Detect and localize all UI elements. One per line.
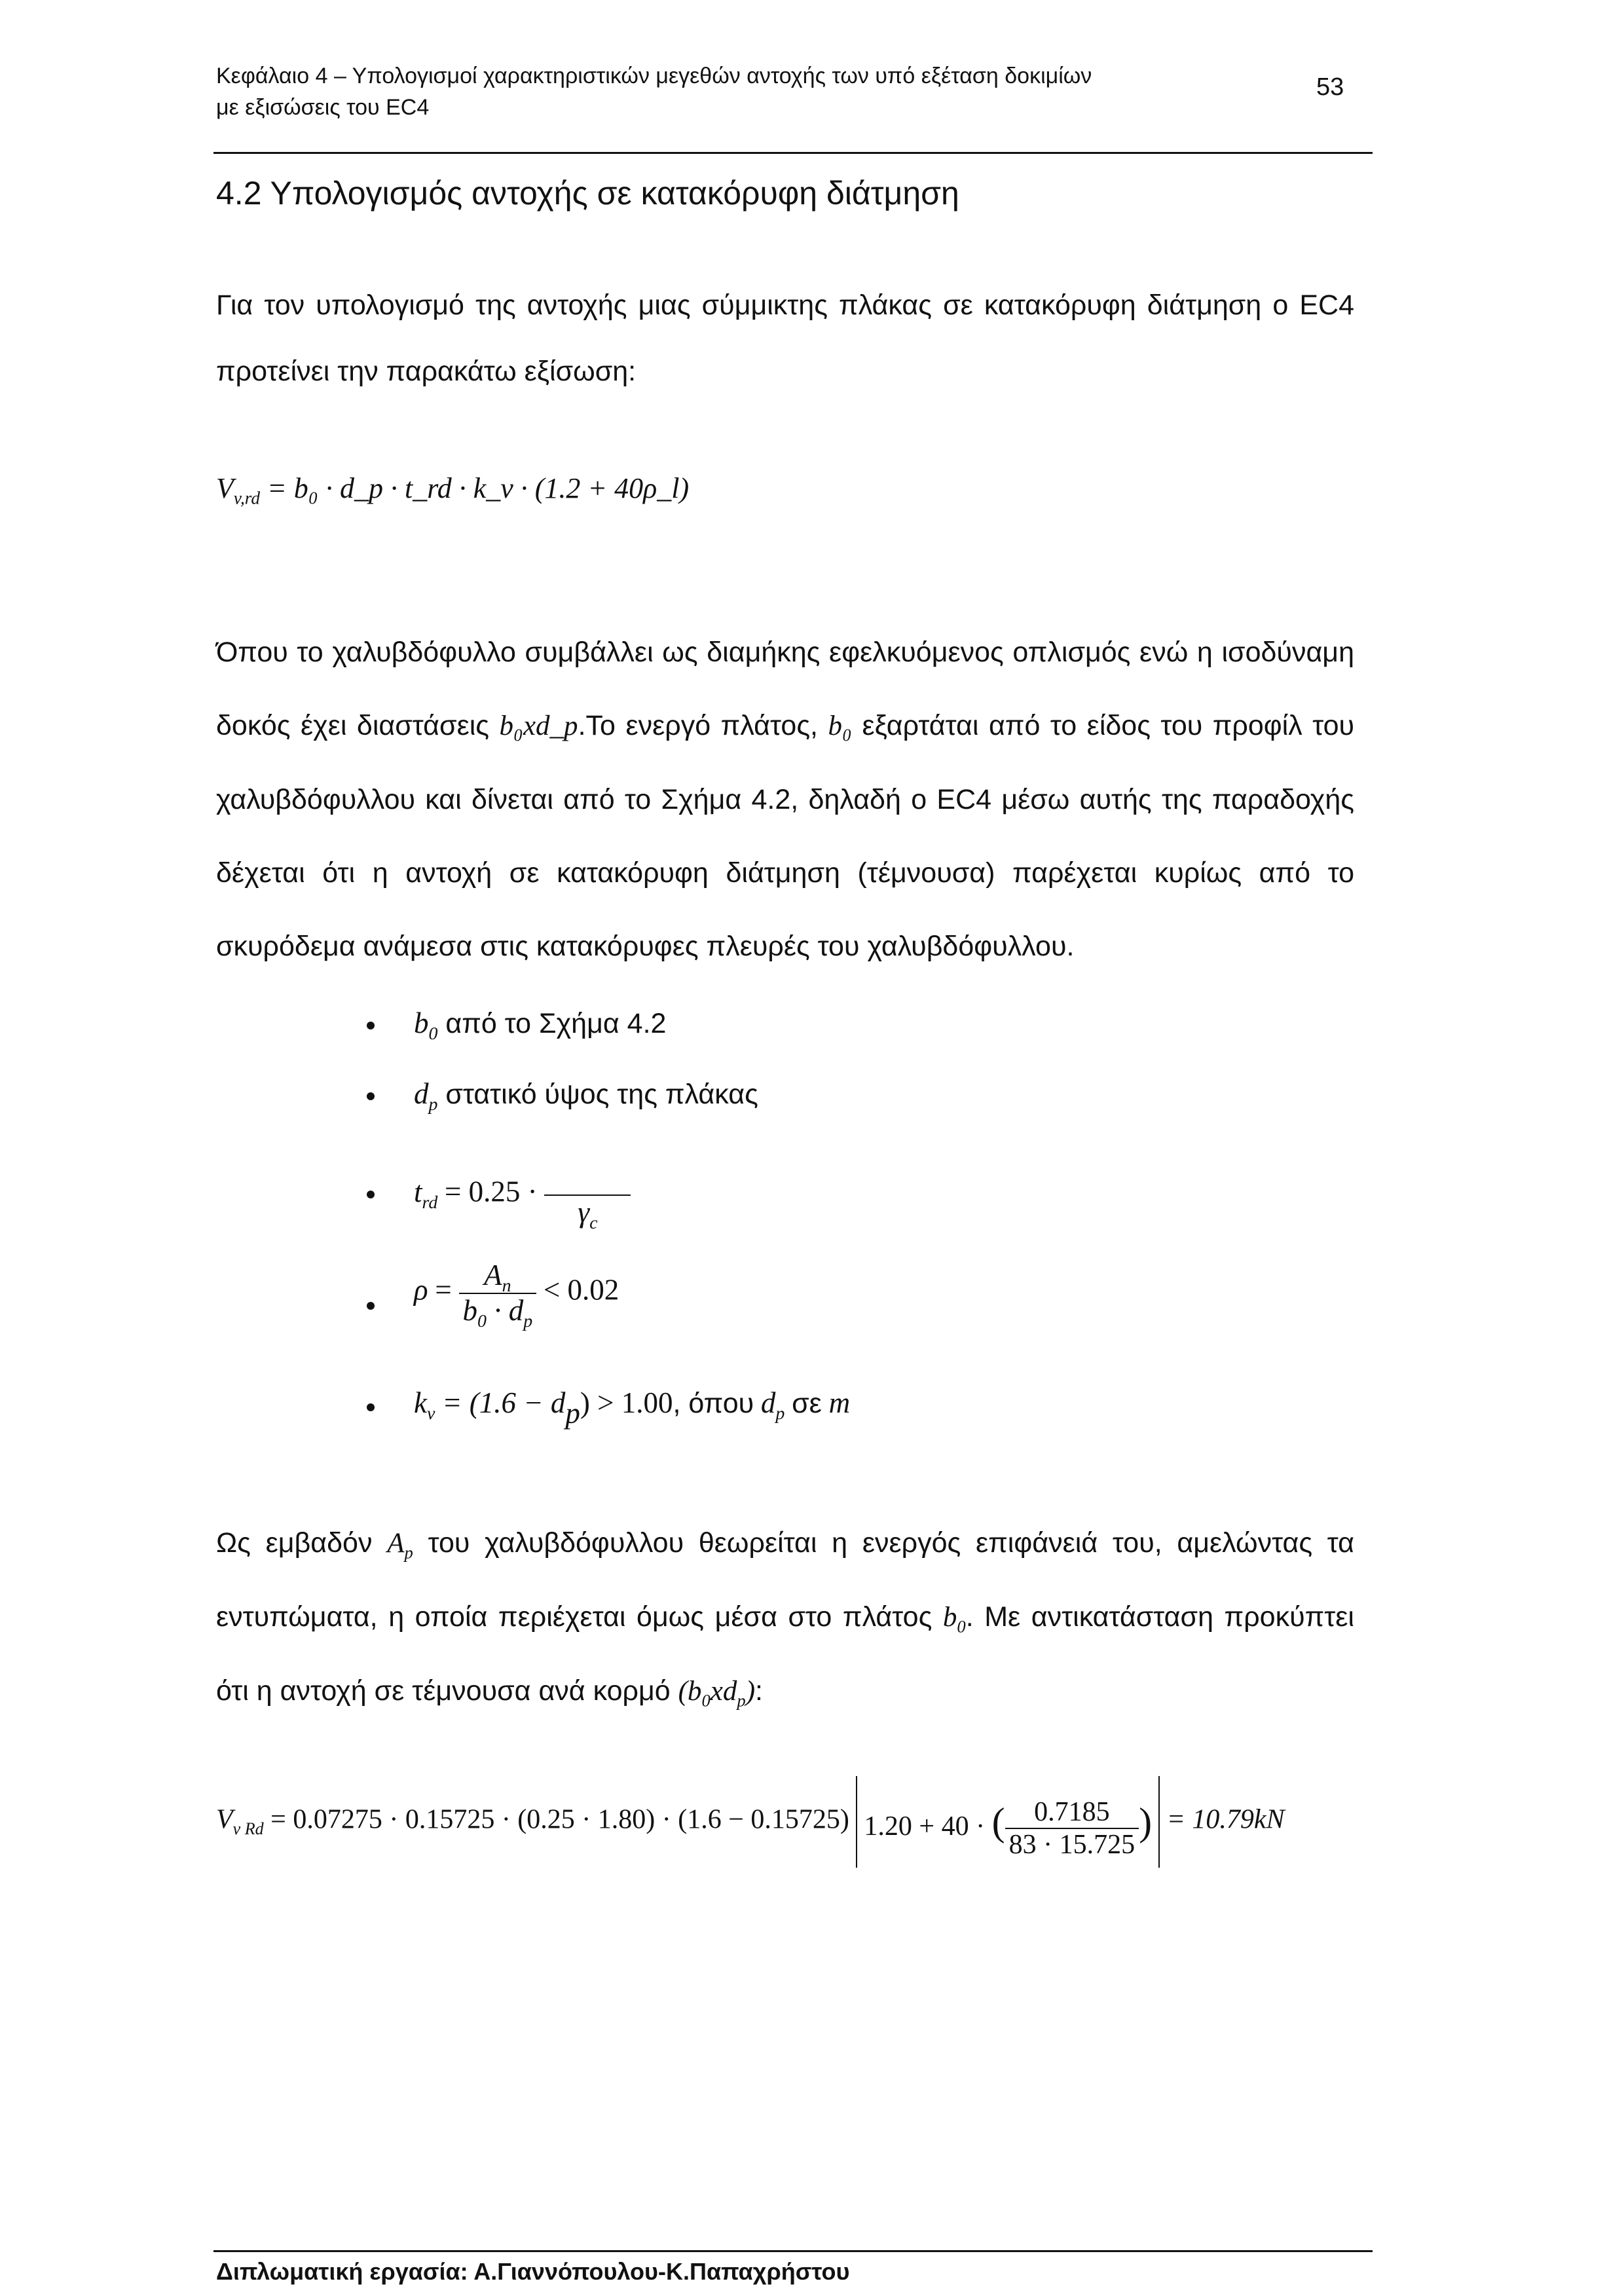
bullet-kv-tail: ) > 1.00: [580, 1386, 673, 1419]
eq-rhs: = b₀ · d_p · t_rd · k_v · (1.2 + 40ρ_l): [267, 472, 690, 504]
bullet-trd: $t_{rd} = 0.25$ · $\gamma_c$: [414, 1160, 631, 1230]
result-value: = 10.79kN: [1166, 1804, 1285, 1835]
header-chapter-title: Κεφάλαιο 4 – Υπολογισμοί χαρακτηριστικών μεγεθών αντοχής των υπό εξέταση δοκιμίων: [216, 64, 1092, 88]
para2-math-dimensions: b₀xd_p: [499, 711, 578, 741]
result-frac-den: 83 · 15.725: [1008, 1830, 1136, 1861]
footer-divider: [213, 2250, 1373, 2252]
result-product: = 0.07275 · 0.15725 · (0.25 · 1.80) · (1.6 − 0.15725): [270, 1804, 849, 1835]
running-header: [216, 60, 1349, 123]
bullet-kv-text: , όπου: [673, 1388, 754, 1419]
paragraph-area: Ως εμβαδόν $A_p$ του χαλυβδόφυλλου θεωρείται η ενεργός επιφάνειά του, αμελώντας τα εντυπώματα, η οποία περιέχεται όμως μέσα στο πλάτος $b_0$. Με αντικατάσταση προκύπτει ότι η αντοχή σε τέμνουσα ανά κορμό $(b_0xd_p)$:: [216, 1527, 1355, 1711]
bullet-b0-text: από το Σχήμα 4.2: [445, 1008, 667, 1039]
page-number: 53: [1316, 73, 1344, 101]
para2-text-a: Όπου το χαλυβδόφυλλο συμβάλλει ως διαμήκης εφελκυόμενος οπλισμός ενώ η ισοδύναμη δοκός έχει διαστάσεις: [216, 637, 1354, 741]
header-chapter-subtitle: με εξισώσεις του EC4: [216, 95, 430, 120]
bullet-kv-expr: = (1.6 − d: [442, 1386, 566, 1419]
para3-text-c: . Με αντικατάσταση προκύπτει ότι η αντοχή σε τέμνουσα ανά κορμό: [216, 1601, 1354, 1707]
result-equation: $V_{v Rd} = 0.07275 \cdot 0.15725 \cdot (0.25 \cdot 1.80) \cdot (1.6 - 0.15725) 1.20 + 40$ · ( $\frac{0.7185}{83 \cdot 15.725}$ ) = 10.79kN: [216, 1776, 1285, 1868]
bullet-dot: [367, 1092, 375, 1100]
para2-text-c: εξαρτάται από το είδος του προφίλ του χαλυβδόφυλλου και δίνεται από το Σχήμα 4.2, δηλαδή ο EC4 μέσω αυτής της παραδοχής δέχεται ότι η αντοχή σε κατακόρυφη διάτμηση (τέμνουσα) παρέχεται κυρίως από το σκυρόδεμα ανάμεσα στις κατακόρυφες πλευρές του χαλυβδόφυλλου.: [216, 710, 1355, 962]
bullet-dot: [367, 1403, 375, 1411]
result-inner: 1.20 + 40 ·: [864, 1811, 986, 1842]
footer-text: Διπλωματική εργασία: Α.Γιαννόπουλου-Κ.Παπαχρήστου: [216, 2258, 850, 2285]
bullet-rho-limit: < 0.02: [543, 1273, 619, 1306]
bullet-kv: $k_v = (1.6 - d_p) > 1.00$, όπου $d_p$ σε m: [414, 1386, 851, 1430]
section-title: 4.2 Υπολογισμός αντοχής σε κατακόρυφη διάτμηση: [216, 175, 959, 212]
bullet-dot: [367, 1302, 375, 1310]
bullet-dot: [367, 1191, 375, 1198]
eq-lhs: V: [216, 472, 234, 504]
bullet-b0: $b_0$ από το Σχήμα 4.2: [414, 1007, 667, 1044]
bullet-rho-num: A: [484, 1259, 502, 1291]
intro-paragraph: Για τον υπολογισμό της αντοχής μιας σύμμικτης πλάκας σε κατακόρυφη διάτμηση ο EC4 προτείνει την παρακάτω εξίσωση:: [216, 289, 1354, 387]
para3-text-b: του χαλυβδόφυλλου θεωρείται η ενεργός επιφάνειά του, αμελώντας τα εντυπώματα, η οποία περιέχεται όμως μέσα στο πλάτος: [216, 1527, 1355, 1633]
bullet-kv-text2: σε: [792, 1388, 822, 1419]
bullet-dp-text: στατικό ύψος της πλάκας: [445, 1079, 758, 1110]
para3-text-d: :: [755, 1675, 763, 1707]
bullet-dot: [367, 1022, 375, 1029]
header-divider: [213, 152, 1373, 154]
bullet-rho: ρ = $\frac{A_n}{b_0 \cdot d_p}$ < 0.02: [414, 1259, 619, 1331]
main-equation: [216, 472, 690, 508]
paragraph-definition: [216, 616, 1354, 983]
result-frac-num: 0.7185: [1005, 1796, 1139, 1829]
para2-text-b: .Το ενεργό πλάτος,: [578, 710, 818, 741]
para3-text-a: Ως εμβαδόν: [216, 1527, 373, 1559]
bullet-dp: $d_p$ στατικό ύψος της πλάκας: [414, 1077, 758, 1115]
bullet-trd-gamma: γ: [578, 1195, 590, 1229]
eq-lhs-subscript: v,rd: [233, 488, 261, 508]
bullet-trd-expr: = 0.25 ·: [445, 1175, 538, 1208]
para2-math-b0: b₀: [828, 711, 852, 741]
result-lhs-subscript: v Rd: [232, 1819, 264, 1838]
